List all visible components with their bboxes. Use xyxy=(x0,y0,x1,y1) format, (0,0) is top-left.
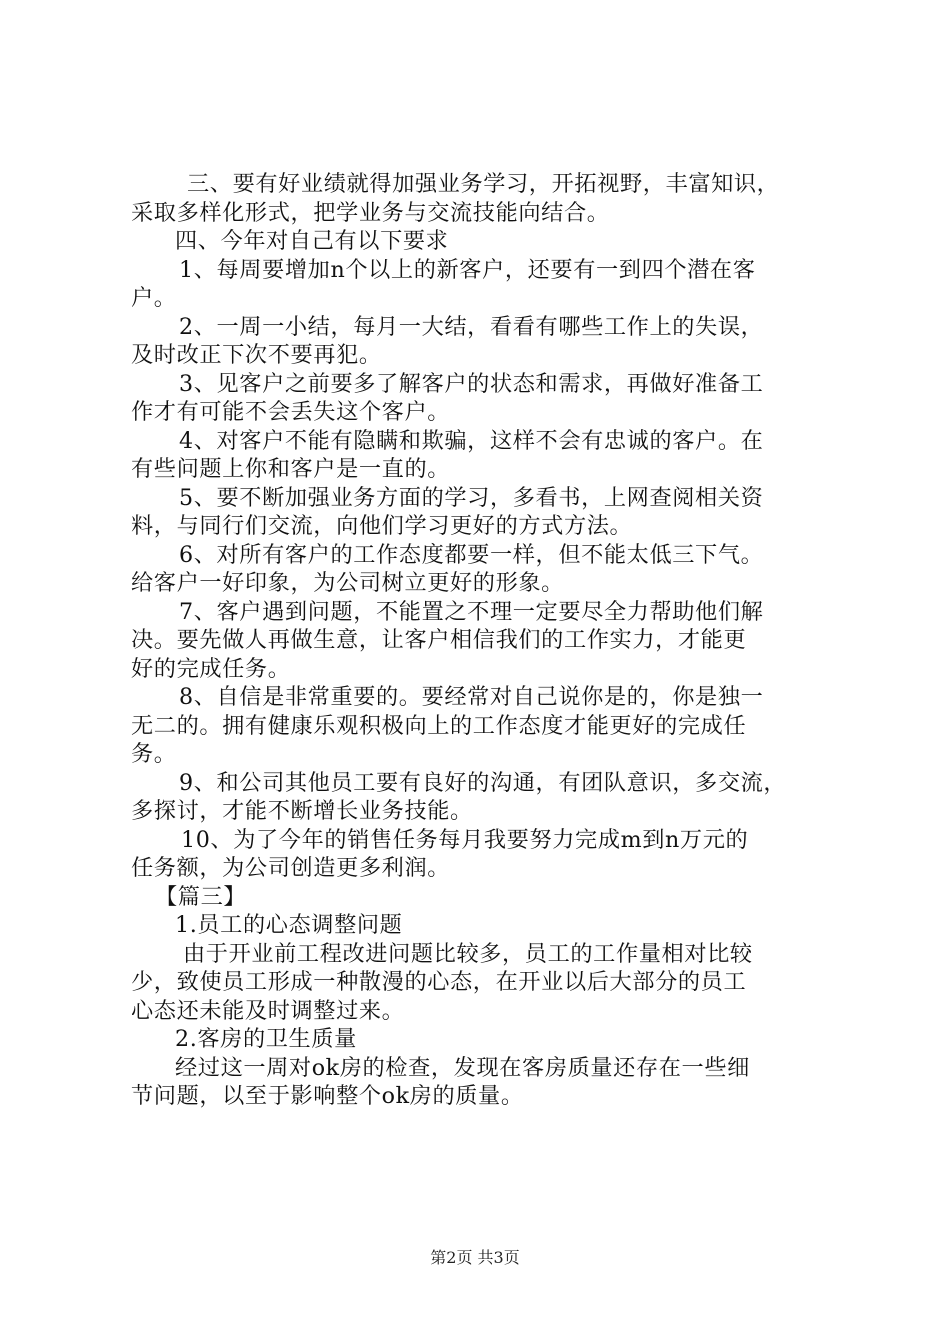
text-line: 4、对客户不能有隐瞒和欺骗，这样不会有忠诚的客户。在 xyxy=(179,427,764,454)
text-line: 给客户一好印象，为公司树立更好的形象。 xyxy=(131,570,564,596)
text-line: 3、见客户之前要多了解客户的状态和需求，再做好准备工 xyxy=(179,370,764,397)
text-line: 由于开业前工程改进问题比较多，员工的工作量相对比较 xyxy=(183,940,753,967)
text-line: 1、每周要增加n个以上的新客户，还要有一到四个潜在客 xyxy=(179,256,756,283)
text-line: 多探讨，才能不断增长业务技能。 xyxy=(131,798,473,824)
text-line: 节问题，以至于影响整个ok房的质量。 xyxy=(131,1083,524,1109)
page-footer xyxy=(0,1245,950,1268)
text-line: 少，致使员工形成一种散漫的心态，在开业以后大部分的员工 xyxy=(131,969,747,995)
text-line: 9、和公司其他员工要有良好的沟通，有团队意识，多交流， xyxy=(179,769,787,796)
text-line: 作才有可能不会丢失这个客户。 xyxy=(131,399,451,425)
section-heading: 【篇三】 xyxy=(155,883,247,910)
text-line: 经过这一周对ok房的检查，发现在客房质量还存在一些细 xyxy=(175,1054,750,1081)
document-body xyxy=(131,170,831,1111)
page-number: 第2页 共3页 xyxy=(430,1248,520,1267)
text-line: 心态还未能及时调整过来。 xyxy=(131,997,405,1024)
text-line: 户。 xyxy=(131,285,177,311)
text-line: 料，与同行们交流，向他们学习更好的方式方法。 xyxy=(131,513,633,539)
text-line: 2、一周一小结，每月一大结，看看有哪些工作上的失误， xyxy=(179,313,764,340)
subheading: 1.员工的心态调整问题 xyxy=(175,912,403,938)
subheading: 2.客房的卫生质量 xyxy=(175,1026,357,1052)
text-line: 7、客户遇到问题，不能置之不理一定要尽全力帮助他们解 xyxy=(179,598,764,625)
text-line: 务。 xyxy=(131,741,177,767)
text-line: 5、要不断加强业务方面的学习，多看书，上网查阅相关资 xyxy=(179,484,764,511)
text-line: 6、对所有客户的工作态度都要一样，但不能太低三下气。 xyxy=(179,541,764,568)
text-line: 决。要先做人再做生意，让客户相信我们的工作实力，才能更 xyxy=(131,627,747,653)
text-line: 有些问题上你和客户是一直的。 xyxy=(131,456,451,482)
text-line: 好的完成任务。 xyxy=(131,655,291,682)
text-line: 10、为了今年的销售任务每月我要努力完成m到n万元的 xyxy=(181,826,749,853)
text-line: 采取多样化形式，把学业务与交流技能向结合。 xyxy=(131,199,610,226)
text-line: 任务额，为公司创造更多利润。 xyxy=(131,855,451,881)
text-line: 无二的。拥有健康乐观积极向上的工作态度才能更好的完成任 xyxy=(131,712,747,739)
text-line: 四、今年对自己有以下要求 xyxy=(175,228,449,254)
text-line: 三、要有好业绩就得加强业务学习，开拓视野，丰富知识， xyxy=(187,171,780,197)
text-line: 8、自信是非常重要的。要经常对自己说你是的，你是独一 xyxy=(179,684,764,710)
text-line: 及时改正下次不要再犯。 xyxy=(131,342,382,368)
